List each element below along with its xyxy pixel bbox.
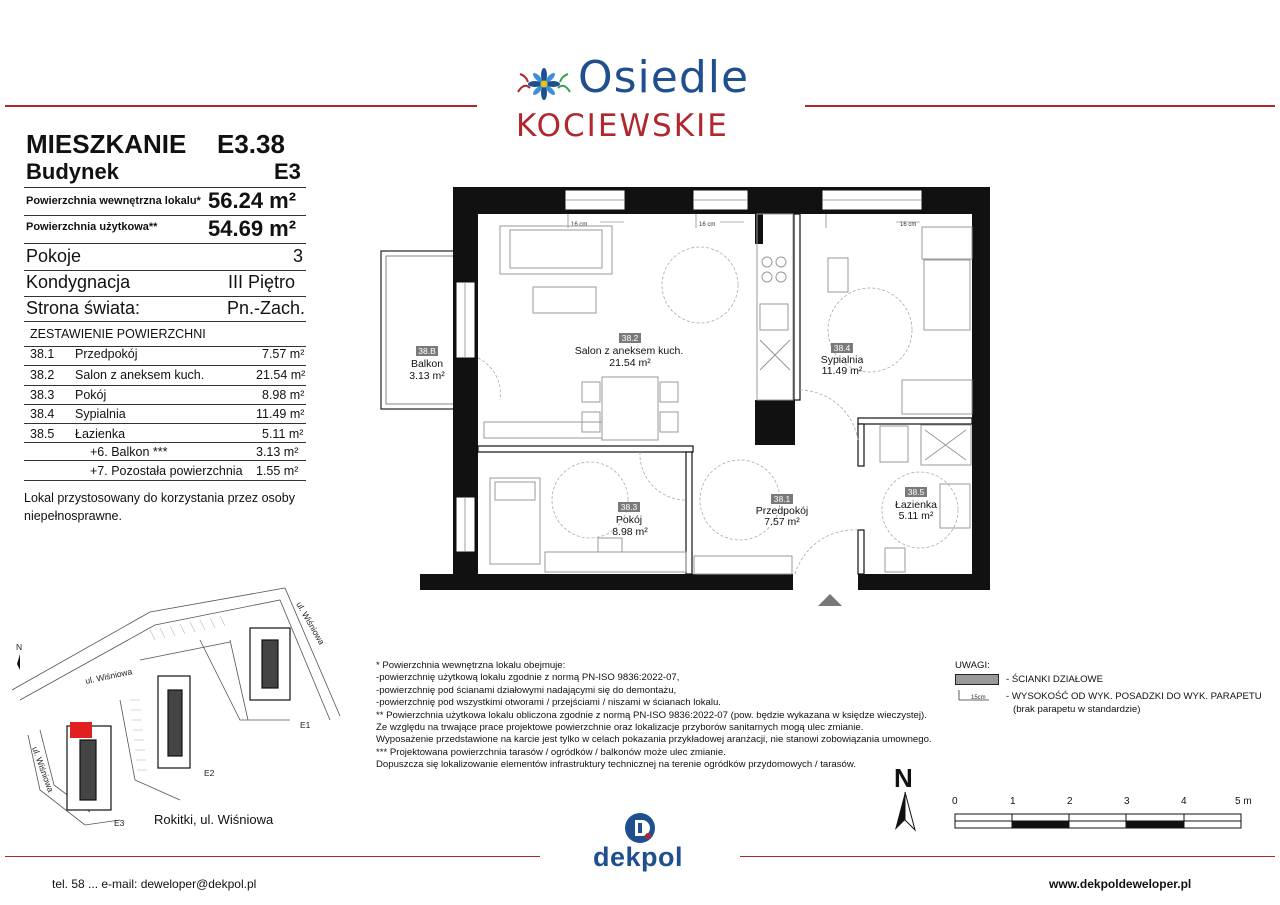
divider [24, 296, 306, 297]
street-label: ul. Wiśniowa [84, 666, 134, 686]
scale-bar [954, 810, 1244, 830]
building-label: E3 [114, 818, 125, 828]
building-label: Budynek [26, 159, 119, 184]
dekpol-name: dekpol [593, 842, 684, 872]
footer-line-right [740, 856, 1275, 857]
wardrobe [922, 227, 972, 259]
summary-name: Łazienka [75, 427, 126, 441]
summary-area: 7.57 m² [262, 347, 305, 361]
summary-title: ZESTAWIENIE POWIERZCHNI [30, 327, 206, 341]
room-num: 38.4 [833, 343, 851, 353]
usable-area-label: Powierzchnia użytkowa** [26, 221, 158, 233]
divider [24, 385, 306, 386]
room-area: 21.54 m² [609, 357, 651, 369]
floor-plan [370, 180, 990, 610]
summary-area: 11.49 m² [256, 407, 305, 421]
shower [940, 484, 970, 528]
wall-bottom-right [858, 574, 990, 590]
sill-label: 16 cm [571, 222, 588, 228]
scale-unit-label: 5 m [1235, 796, 1252, 807]
note-line: ** Powierzchnia użytkowa lokalu obliczona zgodnie z normą PN-ISO 9836:2022-07 (pow. będzie wykazana w księdze wieczystej). [376, 709, 927, 721]
room-name: Przedpokój [755, 505, 809, 517]
info-rooms-label: Pokoje [26, 246, 82, 266]
divider [24, 321, 306, 322]
footer-website[interactable]: www.dekpoldeweloper.pl [1049, 877, 1192, 891]
summary-name: Sypialnia [75, 407, 126, 421]
building-value: E3 [274, 159, 301, 184]
summary-num: 38.1 [30, 347, 55, 361]
divider [24, 423, 306, 424]
note-line: * Powierzchnia wewnętrzna lokalu obejmuje: [376, 660, 566, 671]
wall-right [972, 187, 990, 590]
wall-bottom-left [453, 574, 793, 590]
room-num: 38.1 [773, 494, 791, 504]
sink [885, 548, 905, 572]
note-line: Wyposażenie przedstawione na karcie jest tylko w celach pokazania przykładowej aranżacji, nie stanowi zobowiązania umownego. [376, 734, 932, 746]
summary-area: 5.11 m² [262, 427, 304, 441]
wall-kitchen [755, 400, 795, 445]
divider [24, 270, 306, 271]
info-rooms-value: 3 [293, 246, 304, 266]
accessibility-note: Lokal przystosowany do korzystania przez osoby niepełnosprawne. [24, 491, 295, 523]
hall-wardrobe [694, 556, 792, 574]
info-orientation-value: Pn.-Zach. [227, 298, 306, 318]
room-area: 3.13 m² [409, 370, 445, 382]
compass-label: N [894, 763, 913, 793]
room-name: Pokój [615, 514, 643, 526]
summary-num: 38.3 [30, 388, 55, 402]
summary-num: 38.4 [30, 407, 55, 421]
room-num: 38.5 [907, 487, 925, 497]
footer-line-left [5, 856, 540, 857]
apartment-code: E3.38 [217, 129, 285, 159]
summary-num: 38.5 [30, 427, 55, 441]
info-orientation-label: Strona świata: [26, 298, 141, 318]
note-line: -powierzchnię użytkową lokalu zgodnie z normą PN-ISO 9836:2022-07, [376, 672, 680, 684]
legend-height: - WYSOKOŚĆ OD WYK. POSADZKI DO WYK. PARAPETU [1006, 691, 1262, 702]
sill-symbol-label: 15cm [971, 695, 986, 701]
note-line: Ze względu na trwające prace projektowe powierzchnie oraz lokalizacje przyborów sanitarnych mogą ulec zmianie. [376, 722, 864, 734]
apartment-label: MIESZKANIE [26, 129, 187, 159]
room-name: Balkon [410, 358, 444, 370]
tv-stand [484, 422, 602, 438]
footer-contact[interactable]: tel. 58 ... e-mail: deweloper@dekpol.pl [52, 877, 257, 891]
sill-height-icon [955, 688, 995, 708]
room-area: 7.57 m² [764, 516, 800, 528]
internal-area-value: 56.24 m² [208, 188, 297, 213]
divider [24, 404, 306, 405]
legend-title: UWAGI: [955, 660, 990, 671]
usable-area-value: 54.69 m² [208, 216, 297, 241]
summary-extra-name: +6. Balkon *** [90, 445, 168, 459]
site-caption: Rokitki, ul. Wiśniowa [154, 812, 274, 827]
summary-extra-area: 1.55 m² [256, 464, 299, 478]
room-area: 11.49 m² [821, 365, 863, 377]
summary-name: Przedpokój [75, 347, 138, 361]
entrance-arrow-icon [818, 594, 842, 606]
divider [24, 460, 306, 461]
summary-area: 21.54 m² [256, 368, 306, 382]
room-area: 5.11 m² [898, 510, 934, 522]
building-label: E1 [300, 720, 311, 730]
scale-tick-label: 1 [1010, 796, 1016, 807]
room-num: 38.3 [620, 502, 638, 512]
flower-logo-icon [514, 64, 574, 104]
summary-num: 38.2 [30, 368, 55, 382]
bed-room [490, 478, 540, 564]
summary-name: Pokój [75, 388, 107, 402]
summary-name: Salon z aneksem kuch. [75, 368, 205, 382]
room-name: Salon z aneksem kuch. [574, 345, 684, 357]
header-line-right [805, 105, 1275, 107]
summary-area: 8.98 m² [262, 388, 305, 402]
room-num: 38.2 [621, 333, 639, 343]
dekpol-logo-icon [623, 811, 657, 845]
room-num: 38.B [418, 346, 436, 356]
header-line-left [5, 105, 477, 107]
desk [545, 552, 686, 572]
bedroom-shelf [902, 380, 972, 414]
note-line: Dopuszcza się lokalizowanie elementów infrastruktury technicznej na terenie ogródków przydomowych / tarasów. [376, 759, 856, 771]
divider [24, 243, 306, 244]
info-floor-value: III Piętro [228, 272, 296, 292]
brand-osiedle: Osiedle [578, 52, 750, 103]
divider [24, 442, 306, 443]
compass-arrow-icon [890, 790, 920, 832]
bed [924, 260, 970, 330]
sofa [500, 226, 612, 274]
footnotes [376, 660, 932, 772]
selected-apartment-marker [70, 722, 92, 738]
scale-tick-label: 4 [1181, 796, 1187, 807]
site-map [4, 578, 344, 836]
balcony-outline [381, 251, 459, 409]
street-label: ul. Wiśniowa [30, 745, 56, 794]
window [456, 282, 475, 358]
legend-height-note: (brak parapetu w standardzie) [1013, 704, 1141, 715]
summary-extra-area: 3.13 m² [256, 445, 299, 459]
sill-label: 16 cm [699, 222, 716, 228]
scale-tick-label: 2 [1067, 796, 1073, 807]
partition-swatch [955, 674, 999, 685]
note-line: *** Projektowana powierzchnia tarasów / ogródków / balkonów może ulec zmianie. [376, 746, 726, 758]
scale-tick-label: 3 [1124, 796, 1130, 807]
summary-extra-name: +7. Pozostała powierzchnia [90, 464, 243, 478]
room-name: Sypialnia [820, 354, 864, 366]
north-label: N [16, 642, 23, 652]
street-label: ul. Wiśniowa [294, 600, 327, 647]
internal-area-label: Powierzchnia wewnętrzna lokalu* [26, 195, 201, 207]
sill-label: 16 cm [900, 222, 917, 228]
legend-partition: - ŚCIANKI DZIAŁOWE [1006, 674, 1104, 685]
note-line: -powierzchnię pod ścianami działowymi nadającymi się do demontażu, [376, 684, 677, 696]
brand-kociewskie: KOCIEWSKIE [516, 108, 729, 144]
info-floor-label: Kondygnacja [26, 272, 131, 292]
divider [24, 480, 306, 481]
toilet [880, 426, 908, 462]
window [456, 497, 475, 552]
divider [24, 365, 306, 366]
scale-tick-label: 0 [952, 796, 958, 807]
north-arrow-icon [17, 654, 20, 670]
dining-table [602, 377, 658, 440]
room-area: 8.98 m² [612, 526, 648, 538]
building-label: E2 [204, 768, 215, 778]
coffee-table [533, 287, 596, 313]
room-name: Łazienka [894, 499, 938, 511]
note-line: -powierzchnię pod wszystkimi otworami / przejściami / niszami w ścianach lokalu. [376, 697, 721, 709]
